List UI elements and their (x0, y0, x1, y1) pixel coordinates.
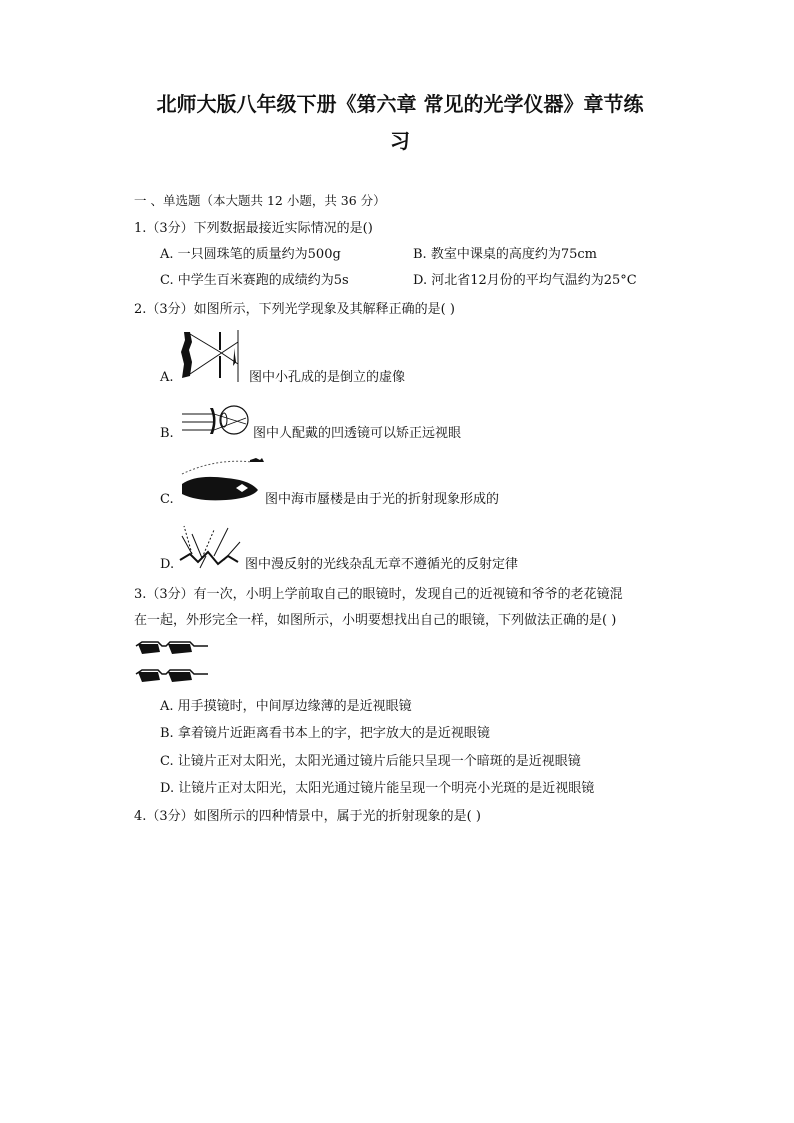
question-1-stem: 1.（3分）下列数据最接近实际情况的是() (134, 221, 373, 236)
diffuse-reflection-figure (178, 520, 244, 572)
question-3-stem-line2: 在一起，外形完全一样，如图所示，小明要想找出自己的眼镜，下列做法正确的是( ) (134, 613, 617, 628)
two-glasses-figure (132, 638, 212, 688)
question-2-option-b-text: 图中人配戴的凹透镜可以矫正远视眼 (253, 426, 462, 441)
document-title-line2: 习 (390, 129, 410, 153)
question-2-option-d-letter: D. (160, 557, 175, 572)
question-3-option-d: D. 让镜片正对太阳光，太阳光通过镜片能呈现一个明亮小光斑的是近视眼镜 (160, 781, 595, 796)
question-2-option-a-text: 图中小孔成的是倒立的虚像 (249, 370, 406, 385)
question-2-option-b-letter: B. (160, 426, 174, 441)
question-1-option-a: A. 一只圆珠笔的质量约为500g (160, 247, 341, 262)
document-title-line1: 北师大版八年级下册《第六章 常见的光学仪器》章节练 (156, 92, 644, 116)
question-2-stem: 2.（3分）如图所示，下列光学现象及其解释正确的是( ) (134, 302, 455, 317)
question-3-stem-line1: 3.（3分）有一次，小明上学前取自己的眼镜时，发现自己的近视镜和爷爷的老花镜混 (134, 587, 623, 602)
pinhole-camera-figure (176, 328, 248, 384)
section-heading: 一 、单选题（本大题共 12 小题，共 36 分） (134, 193, 386, 208)
question-3-option-c: C. 让镜片正对太阳光，太阳光通过镜片后能只呈现一个暗斑的是近视眼镜 (160, 754, 581, 769)
question-2-option-c-text: 图中海市蜃楼是由于光的折射现象形成的 (265, 492, 500, 507)
question-1-option-b: B. 教室中课桌的高度约为75cm (413, 247, 597, 262)
question-2-option-a-letter: A. (160, 370, 174, 385)
question-1-option-c: C. 中学生百米赛跑的成绩约为5s (160, 273, 349, 288)
question-3-option-a: A. 用手摸镜时，中间厚边缘薄的是近视眼镜 (160, 699, 412, 714)
question-2-option-d-text: 图中漫反射的光线杂乱无章不遵循光的反射定律 (245, 557, 519, 572)
mirage-figure (176, 454, 266, 512)
question-4-stem: 4.（3分）如图所示的四种情景中，属于光的折射现象的是( ) (134, 809, 481, 824)
question-2-option-c-letter: C. (160, 492, 174, 507)
eye-lens-figure (180, 400, 252, 440)
question-3-option-b: B. 拿着镜片近距离看书本上的字，把字放大的是近视眼镜 (160, 726, 490, 741)
question-1-option-d: D. 河北省12月份的平均气温约为25°C (413, 273, 637, 288)
